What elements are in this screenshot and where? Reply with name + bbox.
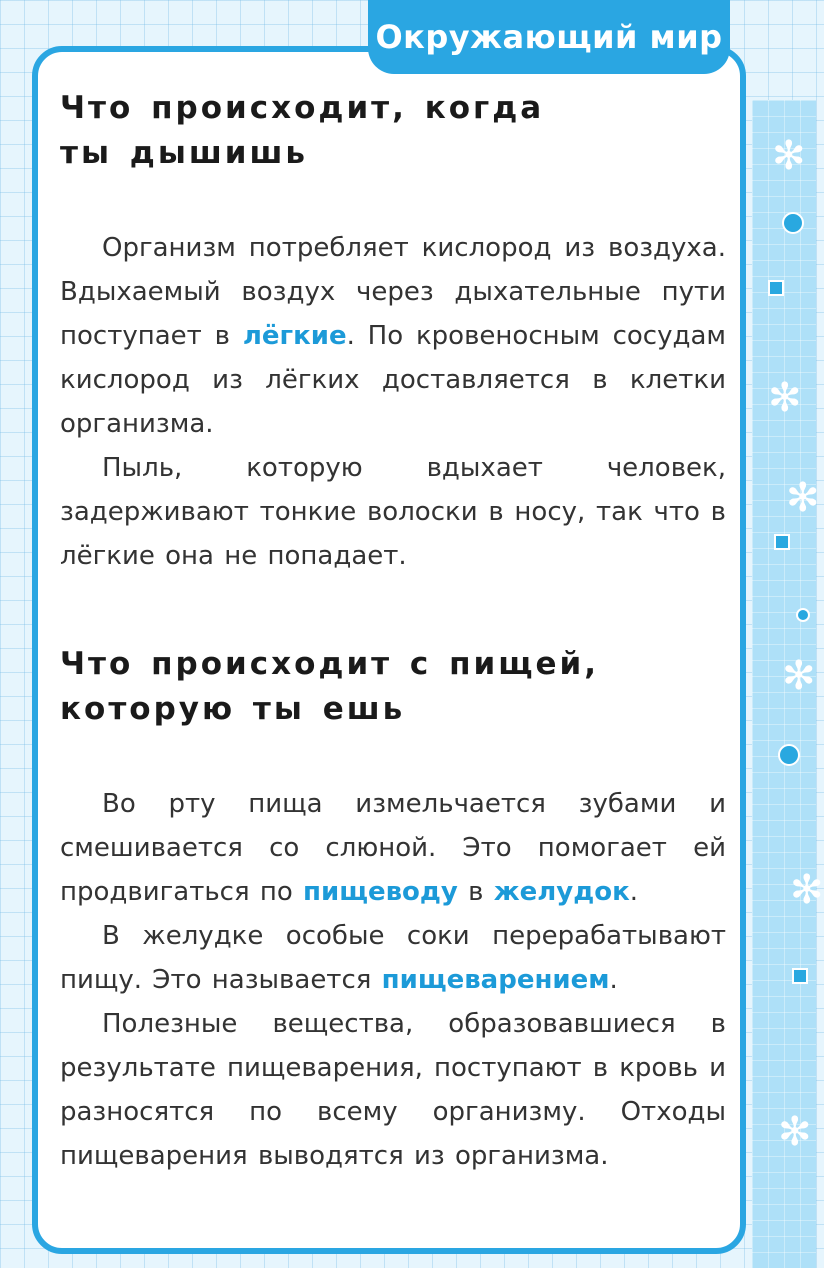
- heading-line: ты дышишь: [60, 135, 309, 171]
- flower-icon: ✻: [772, 133, 806, 179]
- subject-tab-label: Окружающий мир: [375, 18, 723, 56]
- paragraph-text: Организм потребляет кислород из воздуха. Вдыхаемый воздух через дыхательные пути поступает в: [60, 233, 726, 351]
- subject-tab: [368, 0, 730, 74]
- dot-icon: [796, 608, 810, 622]
- paragraph-text: Во рту пища измельчается зубами и смешивается со слюной. Это помогает ей продвигаться по: [60, 789, 726, 907]
- flower-icon: ✻: [790, 867, 824, 913]
- section-breathing: [60, 86, 726, 578]
- heading-line: Что происходит, когда: [60, 90, 545, 126]
- term-lungs: лёгкие: [242, 321, 347, 351]
- paragraph-text: В желудке особые соки перерабатывают пищу. Это называется: [60, 921, 726, 995]
- paragraph-text: .: [609, 965, 618, 995]
- term-stomach: желудок: [493, 877, 630, 907]
- square-icon: [792, 968, 808, 984]
- flower-icon: ✻: [778, 1109, 812, 1155]
- square-icon: [774, 534, 790, 550]
- heading-line: которую ты ешь: [60, 691, 406, 727]
- section-heading: [60, 86, 726, 176]
- section-digestion: [60, 642, 726, 1178]
- flower-icon: ✻: [768, 375, 802, 421]
- heading-line: Что происходит с пищей,: [60, 646, 600, 682]
- paragraph-text: . По кровеносным сосудам кислород из лёгких доставляется в клетки организма.: [60, 321, 726, 439]
- section-heading: [60, 642, 726, 732]
- paragraph: [60, 914, 726, 1002]
- paragraph-text: в: [457, 877, 494, 907]
- flower-icon: ✻: [786, 475, 820, 521]
- flower-icon: ✻: [782, 653, 816, 699]
- page-content: [60, 86, 726, 1178]
- term-digestion: пищеварением: [381, 965, 610, 995]
- paragraph: [60, 226, 726, 446]
- paragraph: Пыль, которую вдыхает человек, задерживают тонкие волоски в носу, так что в лёгкие она не попадает.: [60, 453, 726, 571]
- dot-icon: [782, 212, 804, 234]
- decorative-side-strip: [752, 100, 824, 1268]
- paragraph: Полезные вещества, образовавшиеся в результате пищеварения, поступают в кровь и разносятся по всему организму. Отходы пищеварения выводятся из организма.: [60, 1009, 726, 1171]
- square-icon: [768, 280, 784, 296]
- term-esophagus: пищеводу: [303, 877, 458, 907]
- paragraph-text: .: [629, 877, 639, 907]
- dot-icon: [778, 744, 800, 766]
- paragraph: [60, 782, 726, 914]
